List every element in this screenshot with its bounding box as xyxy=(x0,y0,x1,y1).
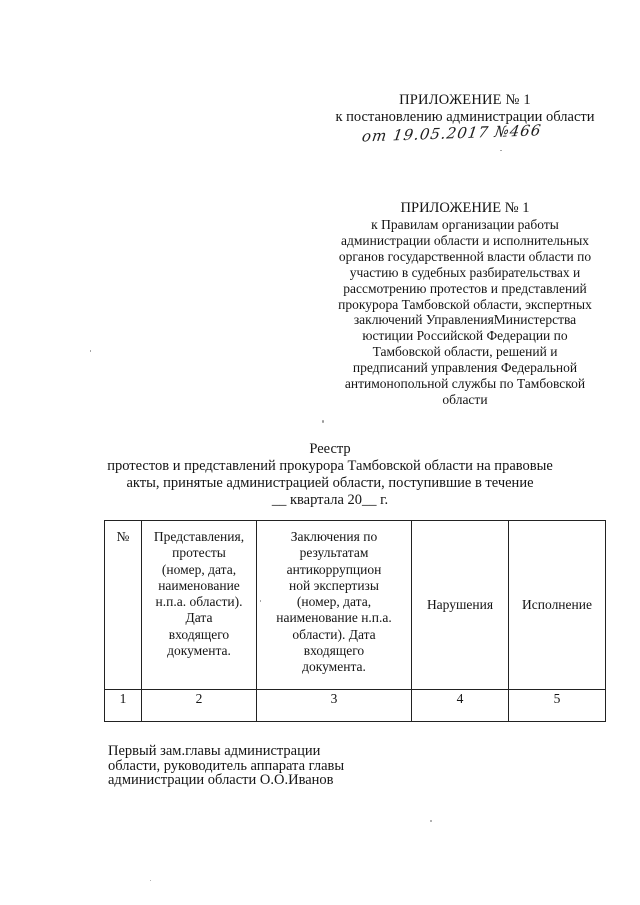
header-text: (номер, дата, xyxy=(296,594,372,610)
register-line: акты, принятые администрацией области, поступившие в течение xyxy=(126,475,534,491)
register-table xyxy=(104,520,606,722)
header-text: (номер, дата, xyxy=(161,561,237,577)
appendix-rules-line: рассмотрению протестов и представлений xyxy=(343,280,587,296)
header-text: Дата xyxy=(185,610,213,626)
header-text: наименование н.п.а. xyxy=(276,610,392,626)
header-text: входящего xyxy=(303,643,365,659)
header-text: наименование xyxy=(158,577,240,593)
scan-speck xyxy=(322,420,324,423)
header-text: протесты xyxy=(172,545,226,561)
appendix-rules-line: антимонопольной службы по Тамбовской xyxy=(344,376,586,392)
register-line: __ квартала 20__ г. xyxy=(271,492,389,508)
appendix-rules-title: ПРИЛОЖЕНИЕ № 1 xyxy=(400,200,530,216)
header-text: документа. xyxy=(302,659,366,675)
scan-speck xyxy=(430,820,432,822)
signature-line: Первый зам.главы администрации xyxy=(108,743,321,759)
header-text: Представления, xyxy=(153,529,245,544)
table-number-row xyxy=(105,690,606,722)
scan-speck xyxy=(500,150,502,151)
column-number-cell: 5 xyxy=(509,690,606,722)
header-text: н.п.а. области). xyxy=(155,594,243,610)
appendix-main-block xyxy=(300,92,630,126)
scan-speck xyxy=(260,600,261,602)
header-text: антикоррупцион xyxy=(286,561,382,577)
header-cell-execution xyxy=(509,521,606,690)
appendix-rules-line: Тамбовской области, решений и xyxy=(372,344,558,360)
header-cell-number xyxy=(105,521,142,690)
appendix-rules-line: заключений УправленияМинистерства xyxy=(353,312,577,328)
signature-line: области, руководитель аппарата главы xyxy=(108,757,345,774)
header-text: Заключения по xyxy=(290,529,378,544)
signature-block xyxy=(108,744,428,788)
table-header-row xyxy=(105,521,606,690)
appendix-rules-block xyxy=(300,199,630,408)
column-number-cell: 1 xyxy=(105,690,142,722)
appendix-rules-line: администрации области и исполнительных xyxy=(340,232,590,248)
header-text: Исполнение xyxy=(522,596,592,612)
appendix-rules-line: участию в судебных разбирательствах и xyxy=(349,264,581,280)
register-heading-block xyxy=(60,441,600,509)
handwritten-date-number: от 19.05.2017 №466 xyxy=(360,121,543,146)
appendix-rules-line: прокурора Тамбовской области, экспертных xyxy=(338,296,592,312)
appendix-main-title: ПРИЛОЖЕНИЕ № 1 xyxy=(399,92,531,108)
header-text: области). Дата xyxy=(292,626,376,642)
register-line: протестов и представлений прокурора Тамбовской области на правовые xyxy=(107,458,553,474)
column-number-cell: 4 xyxy=(412,690,509,722)
column-number-cell: 3 xyxy=(257,690,412,722)
column-number-cell: 2 xyxy=(142,690,257,722)
appendix-rules-line: юстиции Российской Федерации по xyxy=(362,328,568,344)
header-text: Нарушения xyxy=(426,596,494,612)
appendix-rules-line: к Правилам организации работы xyxy=(371,217,559,232)
header-cell-violations xyxy=(412,521,509,690)
register-heading: Реестр xyxy=(309,441,351,457)
scan-speck xyxy=(90,350,91,352)
header-text: результатам xyxy=(299,545,369,561)
header-cell-conclusions xyxy=(257,521,412,690)
header-text: входящего xyxy=(168,626,230,642)
scan-speck xyxy=(150,880,151,881)
signature-line: администрации области О.О.Иванов xyxy=(108,772,334,789)
header-text: документа. xyxy=(167,643,231,659)
header-text: ной экспертизы xyxy=(289,577,379,593)
header-text: № xyxy=(116,529,130,544)
appendix-rules-line: предписаний управления Федеральной xyxy=(352,360,578,376)
header-cell-representations xyxy=(142,521,257,690)
appendix-rules-line: органов государственной власти области по xyxy=(338,248,592,264)
appendix-main-subtitle: к постановлению администрации области xyxy=(335,109,595,125)
appendix-rules-line: области xyxy=(442,391,488,407)
